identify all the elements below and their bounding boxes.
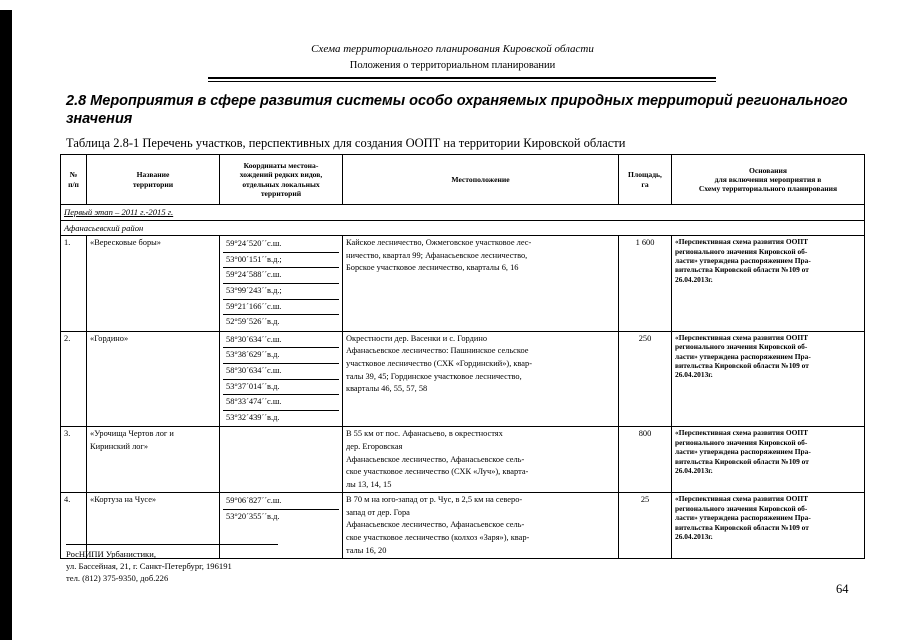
- col-header-basis: [672, 155, 865, 205]
- col-header-name: [87, 155, 220, 205]
- cell-basis: [672, 236, 865, 332]
- text-line: запад от дер. Гора: [346, 507, 410, 517]
- text-line: вительства Кировской области №109 от: [675, 522, 809, 532]
- text-line: отдельных локальных: [242, 179, 320, 189]
- col-header-area: [619, 155, 672, 205]
- text-line: дер. Егоровская: [346, 441, 403, 451]
- text-line: хождений редких видов,: [239, 170, 323, 180]
- text-line: кварталы 46, 55, 57, 58: [346, 384, 428, 394]
- text-line: Основания: [748, 165, 788, 175]
- cell-coords: [220, 331, 343, 427]
- text-line: «Гордино»: [90, 333, 129, 343]
- text-line: ласти» утверждена распоряжением Пра-: [675, 256, 811, 265]
- text-line: талы 39, 45; Гординское участковое лесничество,: [346, 371, 522, 381]
- coordinate-value: 52°59´526´´в.д.: [226, 317, 280, 327]
- text-line: Киринский лог»: [90, 441, 149, 451]
- text-line: регионального значения Кировской об-: [675, 246, 808, 256]
- cell-num: 4.: [61, 493, 87, 559]
- footer-org: РосНИПИ Урбанистики,: [66, 549, 156, 559]
- cell-name: [87, 236, 220, 332]
- footer-address: ул. Бассейная, 21, г. Санкт-Петербург, 196191: [66, 561, 232, 571]
- text-line: регионального значения Кировской об-: [675, 437, 808, 447]
- text-line: регионального значения Кировской об-: [675, 503, 808, 513]
- text-line: Афанасьевское лесничество, Афанасьевское сель-: [346, 520, 525, 530]
- table-header-row: [61, 155, 865, 205]
- text-line: «Вересковые боры»: [90, 238, 161, 248]
- text-line: лы 13, 14, 15: [346, 479, 392, 489]
- text-line: ничество, квартал 99; Афанасьевское лесничество,: [346, 250, 528, 260]
- cell-area: 1 600: [619, 236, 672, 332]
- text-line: 26.04.2013г.: [675, 370, 713, 380]
- cell-num: 1.: [61, 236, 87, 332]
- text-line: «Перспективная схема развития ООПТ: [675, 237, 809, 247]
- text-line: Координаты местона-: [243, 161, 319, 171]
- text-line: №: [69, 170, 78, 180]
- page-number: 64: [836, 582, 849, 596]
- coordinate-value: 59°24´520´´с.ш.: [223, 237, 339, 253]
- text-line: Площадь,: [628, 170, 662, 180]
- coordinate-value: 58°30´634´´с.ш.: [223, 364, 339, 380]
- text-line: территорий: [260, 188, 302, 198]
- text-line: ское участковое лесничество (колхоз «Заря»), квар-: [346, 533, 530, 543]
- cell-num: 3.: [61, 427, 87, 493]
- text-line: ласти» утверждена распоряжением Пра-: [675, 513, 811, 523]
- text-line: «Урочища Чертов лог и: [90, 429, 174, 439]
- text-line: «Перспективная схема развития ООПТ: [675, 428, 809, 438]
- district-row: [61, 220, 865, 236]
- text-line: ласти» утверждена распоряжением Пра-: [675, 447, 811, 457]
- cell-coords: [220, 493, 343, 559]
- text-line: территории: [132, 179, 174, 189]
- coordinate-value: 53°37´014´´в.д.: [223, 380, 339, 396]
- cell-num: 2.: [61, 331, 87, 427]
- text-line: «Кортуза на Чусе»: [90, 495, 157, 505]
- text-line: вительства Кировской области №109 от: [675, 360, 809, 370]
- footer-phone: тел. (812) 375-9350, доб.226: [66, 573, 169, 583]
- table-row: [61, 427, 865, 493]
- section-title: 2.8 Мероприятия в сфере развития системы особо охраняемых природных территорий регионального значения: [66, 93, 848, 127]
- coordinate-value: 58°33´474´´с.ш.: [223, 395, 339, 411]
- text-line: Афанасьевское лесничество, Афанасьевское сель-: [346, 454, 525, 464]
- coordinate-value: 59°21´166´´с.ш.: [223, 300, 339, 316]
- text-line: Кайское лесничество, Ожмеговское участковое лес-: [346, 238, 532, 248]
- cell-coords: [220, 427, 343, 493]
- cell-basis: [672, 427, 865, 493]
- text-line: вительства Кировской области №109 от: [675, 456, 809, 466]
- table-row: [61, 236, 865, 332]
- binding-edge: [0, 10, 12, 640]
- text-line: Борское участковое лесничество, кварталы 6, 16: [346, 263, 519, 273]
- text-line: п/п: [68, 179, 79, 189]
- footer-rule: [66, 544, 278, 545]
- col-header-num: [61, 155, 87, 205]
- cell-area: 800: [619, 427, 672, 493]
- text-line: регионального значения Кировской об-: [675, 342, 808, 352]
- coordinate-value: 53°38´629´´в.д.: [223, 348, 339, 364]
- header-rule-thick: [208, 77, 716, 79]
- coordinate-value: 59°24´588´´с.ш.: [223, 268, 339, 284]
- text-line: вительства Кировской области №109 от: [675, 265, 809, 275]
- cell-basis: [672, 331, 865, 427]
- table-caption: Таблица 2.8-1 Перечень участков, перспективных для создания ООПТ на территории Кировской области: [66, 136, 626, 150]
- cell-area: 25: [619, 493, 672, 559]
- text-line: га: [641, 179, 649, 189]
- text-line: участковое лесничество (СХК «Гординский»), квар-: [346, 358, 532, 368]
- text-line: 26.04.2013г.: [675, 465, 713, 475]
- text-line: «Перспективная схема развития ООПТ: [675, 332, 809, 342]
- text-line: Афанасьевское лесничество: Пашнинское сельское: [346, 346, 529, 356]
- cell-area: 250: [619, 331, 672, 427]
- coordinate-value: 53°32´439´´в.д.: [226, 412, 280, 422]
- text-line: В 55 км от пос. Афанасьево, в окрестностях: [346, 429, 503, 439]
- coordinate-value: 59°06´827´´с.ш.: [223, 494, 339, 510]
- text-line: «Перспективная схема развития ООПТ: [675, 494, 809, 504]
- cell-location: [343, 493, 619, 559]
- cell-location: [343, 331, 619, 427]
- oopt-table: [60, 154, 865, 559]
- coordinate-value: 53°99´243´´в.д.;: [223, 284, 339, 300]
- text-line: В 70 м на юго-запад от р. Чус, в 2,5 км на северо-: [346, 495, 523, 505]
- text-line: талы 16, 20: [346, 545, 387, 555]
- text-line: ласти» утверждена распоряжением Пра-: [675, 351, 811, 361]
- text-line: 26.04.2013г.: [675, 531, 713, 541]
- document-title: Схема территориального планирования Кировской области: [311, 43, 594, 55]
- phase-row: [61, 205, 865, 221]
- text-line: Схему территориального планирования: [698, 184, 838, 194]
- footer: [66, 548, 232, 584]
- cell-basis: [672, 493, 865, 559]
- text-line: 26.04.2013г.: [675, 274, 713, 284]
- header-rule-thin: [208, 81, 716, 82]
- text-line: Окрестности дер. Васенки и с. Гордино: [346, 333, 488, 343]
- coordinate-value: 53°00´151´´в.д.;: [223, 253, 339, 269]
- document-subtitle: Положения о территориальном планировании: [349, 60, 556, 71]
- text-line: Название: [136, 170, 170, 180]
- cell-name: [87, 427, 220, 493]
- col-header-location: Местоположение: [343, 155, 619, 205]
- col-header-coords: [220, 155, 343, 205]
- table-row: [61, 331, 865, 427]
- text-line: ское участковое лесничество (СХК «Луч»), кварта-: [346, 467, 529, 477]
- cell-location: [343, 236, 619, 332]
- text-line: для включения мероприятия в: [714, 174, 822, 184]
- cell-coords: [220, 236, 343, 332]
- coordinate-value: 53°20´355´´в.д.: [226, 511, 280, 521]
- coordinate-value: 58°30´634´´с.ш.: [223, 333, 339, 349]
- district-label: Афанасьевский район: [61, 220, 865, 236]
- cell-location: [343, 427, 619, 493]
- cell-name: [87, 331, 220, 427]
- phase-label: Первый этап – 2011 г.-2015 г.: [61, 205, 865, 221]
